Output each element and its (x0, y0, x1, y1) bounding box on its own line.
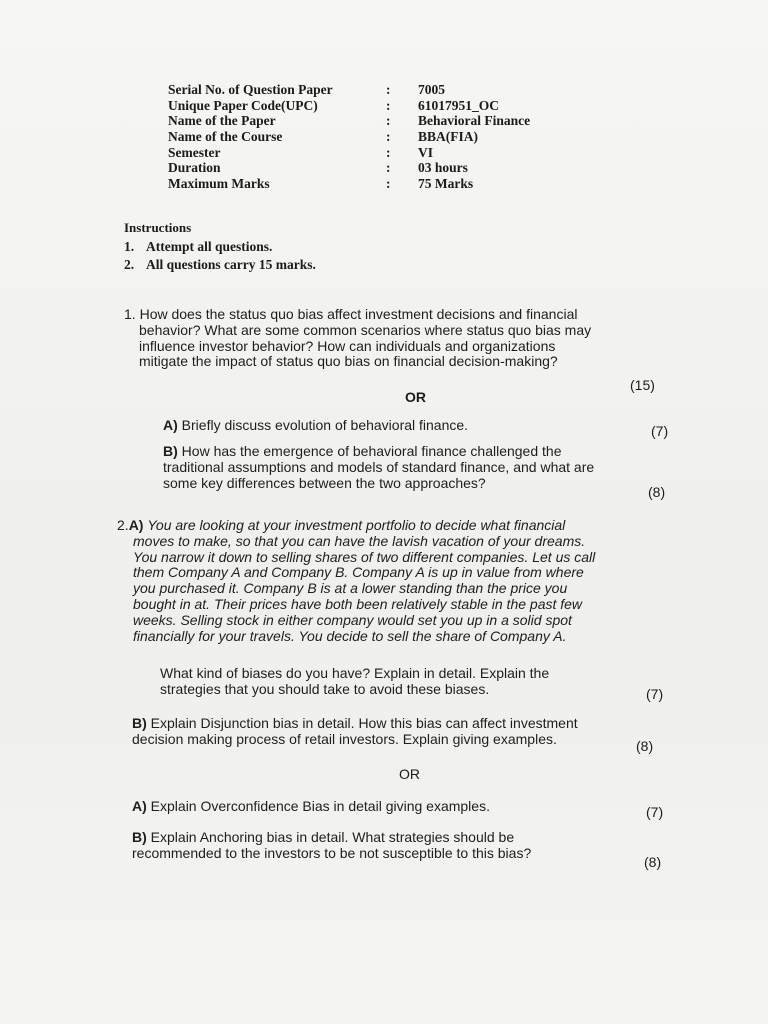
detail-row: Semester : VI (168, 144, 434, 160)
marks-label: (8) (648, 484, 666, 500)
instructions-title: Instructions (124, 220, 192, 235)
question-2b-alt: B) Explain Anchoring bias in detail. What strategies should be recommended to the investors to be not susceptible to this bias? (132, 829, 532, 861)
marks-label: (8) (636, 738, 654, 754)
or-divider: OR (405, 389, 426, 405)
marks-label: (7) (646, 686, 664, 702)
marks-label: (8) (644, 854, 662, 870)
detail-row: Name of the Course : BBA(FIA) (168, 129, 478, 145)
instruction-item: 1. Attempt all questions. (124, 239, 273, 254)
marks-label: (7) (646, 804, 664, 820)
question-2b: B) Explain Disjunction bias in detail. How this bias can affect investment decision making process of retail investors. Explain giving examples. (132, 715, 578, 747)
detail-row: Maximum Marks : 75 Marks (168, 176, 474, 192)
question-number: 1. (124, 306, 136, 322)
question-1a: A) Briefly discuss evolution of behavioral finance. (163, 417, 469, 433)
question-1: 1. How does the status quo bias affect investment decisions and financial behavior? What are some common scenarios where status quo bias may influence investor behavior? How can individuals and organizations mitigate the impact of status quo bias on financial decision-making? (124, 306, 592, 370)
question-number: 2. (117, 517, 129, 533)
paper-details (168, 82, 530, 192)
question-2a-alt: A) Explain Overconfidence Bias in detail giving examples. (132, 798, 490, 814)
question-1b: B) How has the emergence of behavioral finance challenged the traditional assumptions and models of standard finance, and what are some key differences between the two approaches? (163, 443, 595, 491)
detail-row: Serial No. of Question Paper : 7005 (168, 82, 445, 97)
instructions (124, 220, 316, 274)
or-divider: OR (399, 766, 420, 782)
question-2a-prompt: What kind of biases do you have? Explain in detail. Explain the strategies that you should take to avoid these biases. (160, 665, 550, 697)
instruction-item: 2. All questions carry 15 marks. (124, 257, 316, 272)
marks-label: (7) (651, 423, 669, 439)
detail-row: Name of the Paper : Behavioral Finance (168, 113, 531, 129)
marks-label: (15) (630, 377, 655, 393)
detail-row: Duration : 03 hours (168, 160, 468, 176)
question-2a-case: 2.A) You are looking at your investment portfolio to decide what financial moves to make, so that you can have the lavish vacation of your dreams. You narrow it down to selling shares of two different companies. Let us call them Company A and Company B. Company A is up in value from where you purchased it. Company B is at a lower standing than the price you bought in at. Their prices have both been relatively stable in the past few weeks. Selling stock in either company would set you up in a solid spot financially for your travels. You decide to sell the share of Company A. (117, 517, 596, 644)
detail-row: Unique Paper Code(UPC) : 61017951_OC (168, 97, 499, 113)
